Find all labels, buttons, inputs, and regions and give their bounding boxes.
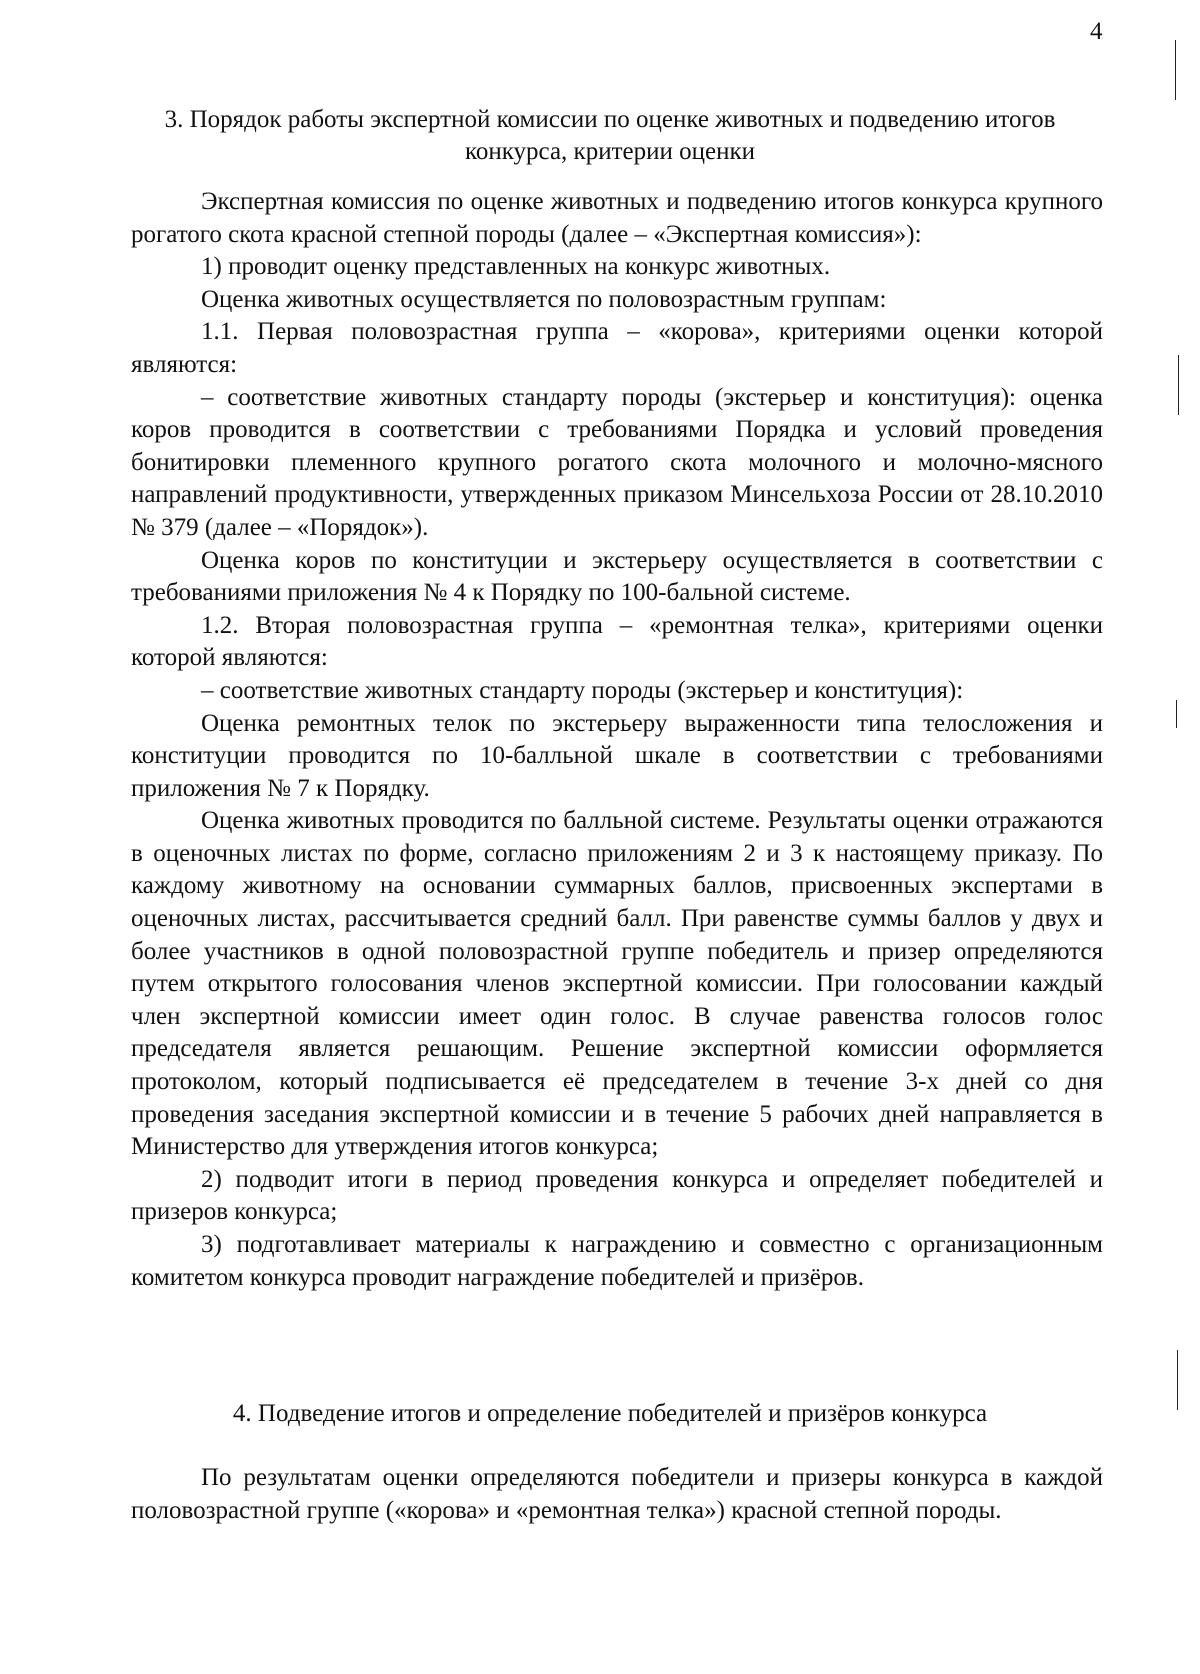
scan-artifact — [1178, 355, 1179, 415]
paragraph: Оценка коров по конституции и экстерьеру осуществляется в соответствии с требованиями приложения № 4 к Порядку по 100-бальной системе. — [131, 546, 1103, 607]
scan-artifact — [1175, 40, 1176, 100]
list-item: 2) подводит итоги в период проведения конкурса и определяет победителей и призеров конкурса; — [131, 1165, 1103, 1226]
section-4-heading: 4. Подведение итогов и определение победителей и призёров конкурса — [232, 1400, 988, 1427]
list-item: 3) подготавливает материалы к награждению и совместно с организационным комитетом конкурса проводит награждение победителей и призёров. — [131, 1231, 1103, 1291]
list-item: 1) проводит оценку представленных на конкурс животных. — [201, 253, 831, 281]
paragraph: Оценка животных проводится по балльной системе. Результаты оценки отражаются в оценочных листах по форме, согласно приложениям 2 и 3 к настоящему приказу. По каждому животному на основании суммарных баллов, присвоенных экспертами в оценочных листах, рассчитывается средний балл. При равенстве суммы баллов у двух и более участников в одной половозрастной группе победитель и призер определяются путем открытого голосования членов экспертной комиссии. При голосовании каждый член экспертной комиссии имеет один голос. В случае равенства голосов голос председателя является решающим. Решение экспертной комиссии оформляется протоколом, который подписывается её председателем в течение 3-х дней со дня проведения заседания экспертной комиссии и в течение 5 рабочих дней направляется в Министерство для утверждения итогов конкурса; — [131, 807, 1103, 1161]
section-3-heading: 3. Порядок работы экспертной комиссии по оценке животных и подведению итогов конкурса, критерии оценки — [164, 106, 1056, 165]
list-item: – соответствие животных стандарту породы (экстерьер и конституция): — [201, 676, 964, 704]
section-4-body — [131, 1462, 1103, 1527]
paragraph: Экспертная комиссия по оценке животных и подведению итогов конкурса крупного рогатого скота красной степной породы (далее – «Экспертная комиссия»): — [131, 188, 1103, 248]
list-item: 1.2. Вторая половозрастная группа – «ремонтная телка», критериями оценки которой являются: — [131, 611, 1103, 672]
paragraph: По результатам оценки определяются победители и призеры конкурса в каждой половозрастной группе («корова» и «ремонтная телка») красной степной породы. — [131, 1464, 1103, 1524]
page-number: 4 — [1090, 18, 1103, 45]
paragraph: Оценка животных осуществляется по половозрастным группам: — [201, 285, 887, 313]
scan-artifact — [1177, 1350, 1178, 1410]
paragraph: Оценка ремонтных телок по экстерьеру выраженности типа телосложения и конституции проводится по 10-балльной шкале в соответствии с требованиями приложения № 7 к Порядку. — [131, 709, 1103, 802]
section-3-body — [131, 186, 1103, 1294]
list-item: 1.1. Первая половозрастная группа – «корова», критериями оценки которой являются: — [131, 318, 1103, 378]
scan-artifact — [1176, 700, 1177, 728]
list-item: – соответствие животных стандарту породы (экстерьер и конституция): оценка коров проводится в соответствии с требованиями Порядка и условий проведения бонитировки племенного крупного рогатого скота молочного и молочно-мясного направлений продуктивности, утвержденных приказом Минсельхоза России от 28.10.2010 № 379 (далее – «Порядок»). — [131, 383, 1103, 541]
